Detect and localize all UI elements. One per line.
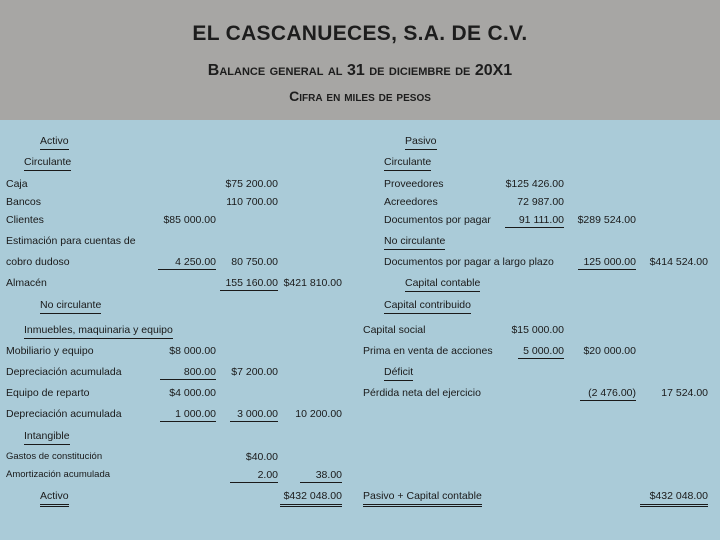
row-label: Bancos [6,196,42,208]
row-amount: 91 111.00 [505,213,564,228]
row-amount: $15 000.00 [511,324,564,336]
activo-circulante-heading: Circulante [24,155,71,171]
row-label: Clientes [6,214,44,226]
table-row [0,450,720,468]
table-row [0,255,720,273]
units-note: Cifra en miles de pesos [289,88,431,104]
row-total: 10 200.00 [295,408,342,420]
row-amount: 110 700.00 [226,196,278,208]
row-circulante [0,155,720,173]
row-label: Amortización acumulada [6,469,111,480]
deficit-heading: Déficit [384,365,413,381]
row-net: 3 000.00 [230,407,278,422]
row-label: Prima en venta de acciones [363,345,493,357]
inmuebles-heading: Inmuebles, maquinaria y equipo [24,323,173,339]
table-row [0,386,720,404]
table-row [0,177,720,195]
row-amount: (2 476.00) [580,386,636,401]
row-amount: $40.00 [245,451,278,463]
table-row [0,344,720,362]
table-row [0,323,720,341]
row-amount: $125 426.00 [505,178,564,190]
row-amount: $85 000.00 [163,214,216,226]
row-total: $421 810.00 [283,277,342,289]
table-row [0,365,720,383]
row-amount: 4 250.00 [158,255,216,270]
row-amount: 72 987.00 [517,196,564,208]
row-amount: 5 000.00 [518,344,564,359]
row-section-titles [0,134,720,152]
table-row [0,298,720,316]
pasivo-heading: Pasivo [405,134,437,150]
pasivo-capital-total-label: Pasivo + Capital contable [363,489,482,507]
row-label: Mobiliario y equipo [6,345,94,357]
row-label: cobro dudoso [6,256,70,268]
row-net: $7 200.00 [231,366,278,378]
row-net: 80 750.00 [231,256,278,268]
row-amount: 125 000.00 [578,255,636,270]
pasivo-circulante-heading: Circulante [384,155,431,171]
activo-no-circulante-heading: No circulante [40,298,101,314]
activo-heading: Activo [40,134,69,150]
row-label: Caja [6,178,28,190]
row-amount: 155 160.00 [220,276,278,291]
row-label: Acreedores [384,196,438,208]
activo-total-amount: $432 048.00 [280,489,342,507]
totals-row [0,489,720,507]
table-row [0,234,720,252]
row-amount: 1 000.00 [160,407,216,422]
row-total: 17 524.00 [661,387,708,399]
row-label: Pérdida neta del ejercicio [363,387,481,399]
row-amount: 2.00 [230,468,278,483]
pasivo-capital-total-amount: $432 048.00 [640,489,708,507]
row-total: 38.00 [300,468,342,483]
table-row [0,407,720,425]
company-name: EL CASCANUECES, S.A. DE C.V. [192,22,528,45]
row-amount: 800.00 [160,365,216,380]
row-total: $414 524.00 [649,256,708,268]
row-label: Almacén [6,277,47,289]
capital-contable-heading: Capital contable [405,276,480,292]
row-amount: $4 000.00 [169,387,216,399]
table-row [0,276,720,294]
row-label: Documentos por pagar a largo plazo [384,256,554,268]
row-label: Proveedores [384,178,444,190]
statement-header [0,0,720,120]
row-label: Depreciación acumulada [6,366,122,378]
capital-contribuido-heading: Capital contribuido [384,298,471,314]
row-amount: $75 200.00 [225,178,278,190]
row-amount: $8 000.00 [169,345,216,357]
balance-sheet-body [0,120,720,540]
row-label: Capital social [363,324,426,336]
table-row [0,195,720,213]
row-total: $20 000.00 [583,345,636,357]
table-row [0,429,720,447]
pasivo-no-circulante-heading: No circulante [384,234,445,250]
row-total: $289 524.00 [577,214,636,226]
table-row [0,468,720,486]
row-label: Equipo de reparto [6,387,90,399]
intangible-heading: Intangible [24,429,70,445]
statement-title: Balance general al 31 de diciembre de 20X1 [207,62,513,79]
row-label: Depreciación acumulada [6,408,122,420]
row-label: Documentos por pagar [384,214,491,226]
row-label: Gastos de constitución [6,451,103,462]
activo-total-label: Activo [40,489,69,507]
row-label: Estimación para cuentas de [6,235,136,247]
table-row [0,213,720,231]
